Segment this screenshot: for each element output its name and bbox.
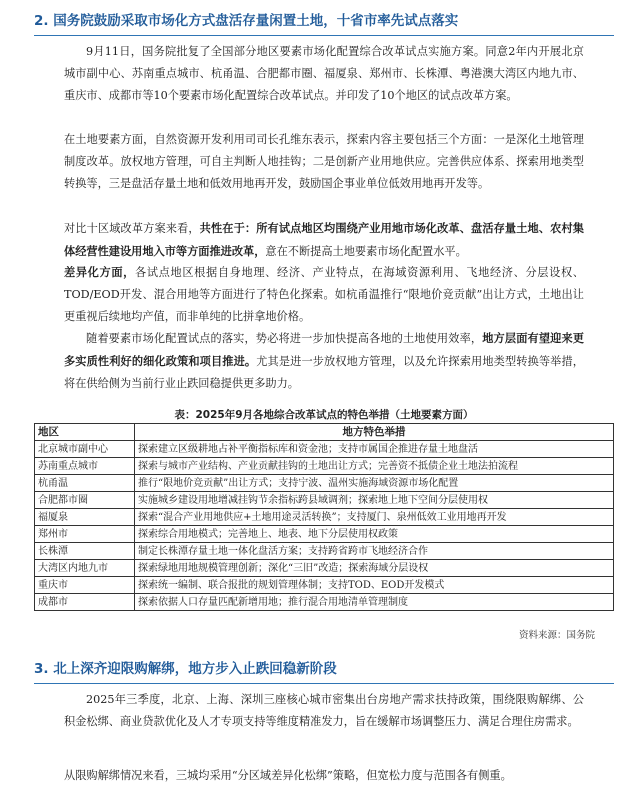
measure-cell: 探索综合用地模式；完善地上、地表、地下分层使用权政策 bbox=[135, 526, 614, 543]
p5-lead: 随着要素市场化配置试点的落实，势必将进一步加快提高各地的土地使用效率， bbox=[86, 332, 483, 345]
features-table bbox=[34, 423, 614, 611]
region-cell: 大湾区内地九市 bbox=[35, 560, 135, 577]
p3-lead: 对比十区域改革方案来看， bbox=[64, 222, 200, 235]
p3-common-label: 共性在于： bbox=[199, 221, 257, 235]
region-cell: 合肥都市圈 bbox=[35, 492, 135, 509]
measure-cell: 制定长株潭存量土地一体化盘活方案；支持跨省跨市飞地经济合作 bbox=[135, 543, 614, 560]
measure-cell: 探索绿地用地规模管理创新；深化“三旧”改造；探索海域分层设权 bbox=[135, 560, 614, 577]
table-header-row bbox=[35, 424, 614, 441]
header-measures: 地方特色举措 bbox=[135, 424, 614, 441]
section-3-paragraph-2: 从限购解绑情况来看，三城均采用“分区域差异化松绑”策略，但宽松力度与范围各有侧重。 bbox=[64, 769, 512, 782]
table-row bbox=[35, 526, 614, 543]
section-2-paragraph-3 bbox=[64, 217, 584, 263]
p5-conclusion: 尤其是进一步放权地方管理，以及允许探索用地类型转换等举措，将在供给侧为当前行业止跌回稳提供更多助力。 bbox=[64, 355, 584, 390]
section-2-paragraph-4 bbox=[64, 261, 584, 328]
p4-diff-label: 差异化方面， bbox=[64, 265, 135, 279]
table-row bbox=[35, 543, 614, 560]
region-cell: 重庆市 bbox=[35, 577, 135, 594]
table-source: 资料来源：国务院 bbox=[518, 630, 595, 641]
region-cell: 福厦泉 bbox=[35, 509, 135, 526]
section-2-heading: 2. 国务院鼓励采取市场化方式盘活存量闲置土地，十省市率先试点落实 bbox=[34, 9, 614, 36]
table-row bbox=[35, 492, 614, 509]
measure-cell: 实施城乡建设用地增减挂钩节余指标跨县域调剂；探索地上地下空间分层使用权 bbox=[135, 492, 614, 509]
table-row bbox=[35, 560, 614, 577]
p4-body: 各试点地区根据自身地理、经济、产业特点，在海域资源利用、飞地经济、分层设权、TOD/EOD开发、混合用地等方面进行了特色化探索。如杭甬温推行“限地价竞贡献”出让方式，土地出让更重视后续地均产值，而非单纯的比拼拿地价格。 bbox=[64, 266, 584, 323]
p3-conclusion: 意在不断提高土地要素市场化配置水平。 bbox=[265, 245, 467, 258]
measure-cell: 探索与城市产业结构、产业贡献挂钩的土地出让方式；完善资不抵债企业土地法拍流程 bbox=[135, 458, 614, 475]
region-cell: 苏南重点城市 bbox=[35, 458, 135, 475]
table-row bbox=[35, 594, 614, 611]
section-3-heading: 3. 北上深齐迎限购解绑，地方步入止跌回稳新阶段 bbox=[34, 657, 614, 684]
region-cell: 成都市 bbox=[35, 594, 135, 611]
section-3-paragraph-1: 2025年三季度，北京、上海、深圳三座核心城市密集出台房地产需求扶持政策，围绕限购解绑、公积金松绑、商业贷款优化及人才专项支持等维度精准发力，旨在缓解市场调整压力、满足合理住房需求。 bbox=[64, 693, 584, 728]
section-2-paragraph-1: 9月11日，国务院批复了全国部分地区要素市场化配置综合改革试点实施方案。同意2年内开展北京城市副中心、苏南重点城市、杭甬温、合肥都市圈、福厦泉、郑州市、长株潭、粤港澳大湾区内地九市、重庆市、成都市等10个要素市场化配置综合改革试点。并印发了10个地区的试点改革方案。 bbox=[64, 45, 584, 102]
section-2-paragraph-5 bbox=[64, 327, 584, 395]
measure-cell: 探索统一编制、联合报批的规划管理体制；支持TOD、EOD开发模式 bbox=[135, 577, 614, 594]
table-caption: 表：2025年9月各地综合改革试点的特色举措（土地要素方面） bbox=[174, 409, 474, 421]
measure-cell: 推行“限地价竞贡献”出让方式；支持宁波、温州实施海域资源市场化配置 bbox=[135, 475, 614, 492]
region-cell: 杭甬温 bbox=[35, 475, 135, 492]
region-cell: 长株潭 bbox=[35, 543, 135, 560]
measure-cell: 探索建立区级耕地占补平衡指标库和资金池；支持市属国企推进存量土地盘活 bbox=[135, 441, 614, 458]
table-row bbox=[35, 509, 614, 526]
region-cell: 郑州市 bbox=[35, 526, 135, 543]
table-row bbox=[35, 475, 614, 492]
p3-common-points: 所有试点地区均围绕产业用地市场化改革、盘活存量土地、农村集体经营性建设用地入市等方面推进改革， bbox=[64, 221, 584, 258]
table-row bbox=[35, 458, 614, 475]
region-cell: 北京城市副中心 bbox=[35, 441, 135, 458]
section-2-paragraph-2: 在土地要素方面，自然资源开发利用司司长孔维东表示，探索内容主要包括三个方面：一是深化土地管理制度改革。放权地方管理，可自主判断人地挂钩；二是创新产业用地供应。完善供应体系、探索用地类型转换等，三是盘活存量土地和低效用地再开发，鼓励国企事业单位低效用地再开发等。 bbox=[64, 133, 584, 190]
header-region: 地区 bbox=[35, 424, 135, 441]
measure-cell: 探索依据人口存量匹配新增用地；推行混合用地清单管理制度 bbox=[135, 594, 614, 611]
table-row bbox=[35, 441, 614, 458]
measure-cell: 探索“混合产业用地供应+土地用途灵活转换”；支持厦门、泉州低效工业用地再开发 bbox=[135, 509, 614, 526]
p5-highlight: 地方层面有望迎来更多实质性利好的细化政策和项目推进。 bbox=[64, 331, 584, 368]
table-row bbox=[35, 577, 614, 594]
